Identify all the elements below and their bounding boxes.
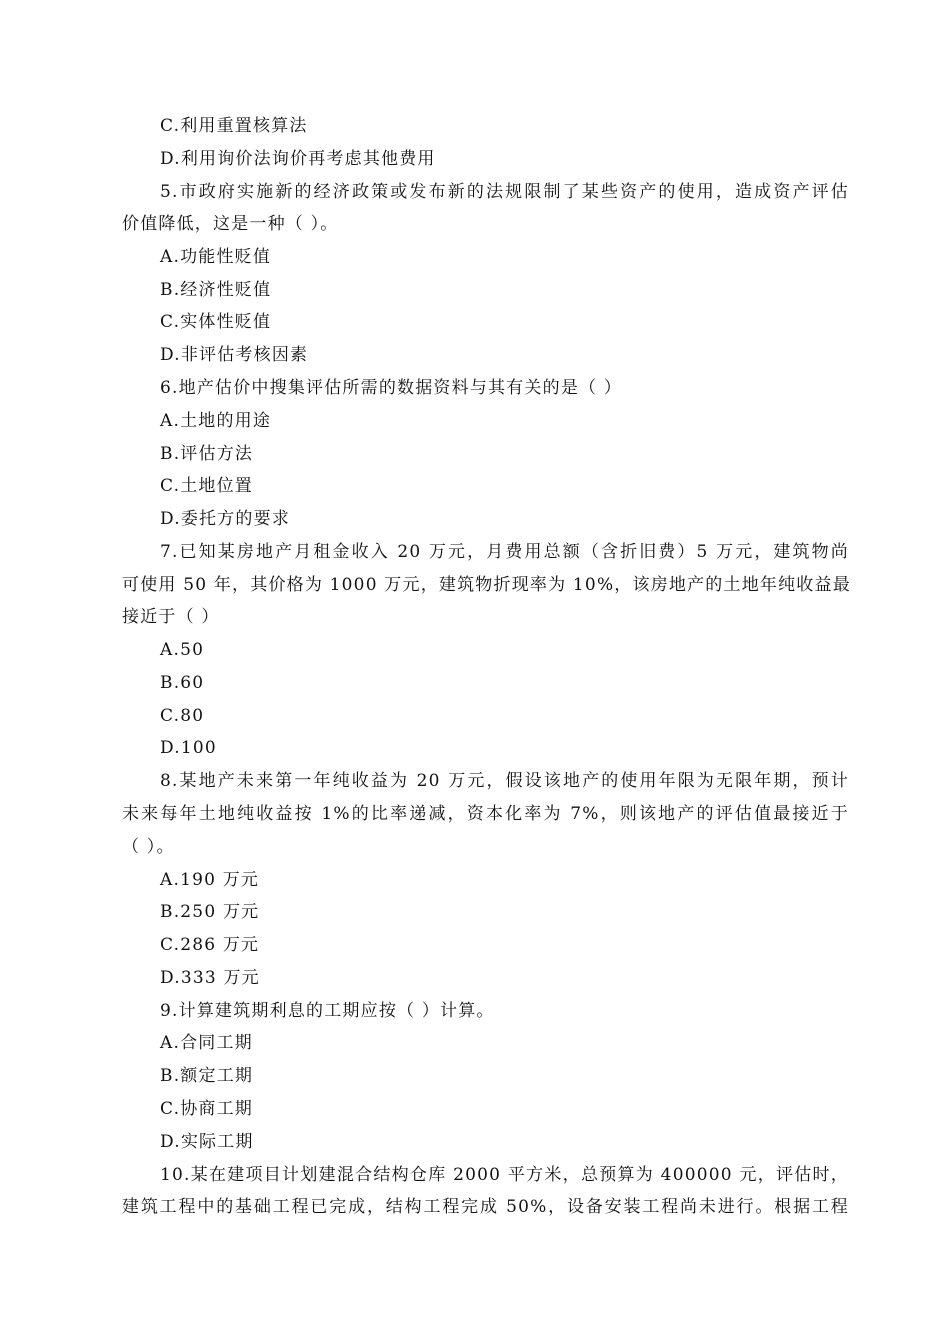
question-8-line-2: 未来每年土地纯收益按 1%的比率递减，资本化率为 7%，则该地产的评估值最接近于	[122, 804, 849, 824]
option-d-q5: D.非评估考核因素	[160, 345, 309, 365]
option-a-q6: A.土地的用途	[160, 411, 272, 431]
option-c-q5: C.实体性贬值	[160, 312, 272, 332]
option-d-q6: D.委托方的要求	[160, 509, 291, 529]
option-b-q7: B.60	[160, 673, 205, 693]
option-c-q7: C.80	[160, 706, 205, 726]
option-c-q6: C.土地位置	[160, 476, 254, 496]
question-8-line-3: （ ）。	[122, 837, 175, 857]
question-7-line-1: 7.已知某房地产月租金收入 20 万元，月费用总额（含折旧费）5 万元，建筑物尚	[160, 542, 849, 562]
option-c-q9: C.协商工期	[160, 1099, 254, 1119]
option-a-q5: A.功能性贬值	[160, 247, 272, 267]
option-b-q5: B.经济性贬值	[160, 280, 272, 300]
option-d-q4: D.利用询价法询价再考虑其他费用	[160, 149, 436, 169]
option-b-q6: B.评估方法	[160, 444, 254, 464]
question-8-line-1: 8.某地产未来第一年纯收益为 20 万元，假设该地产的使用年限为无限年期，预计	[160, 771, 849, 791]
option-d-q8: D.333 万元	[160, 968, 260, 988]
question-7-line-3: 接近于（ ）	[122, 607, 220, 627]
option-c-q8: C.286 万元	[160, 935, 260, 955]
option-b-q8: B.250 万元	[160, 902, 260, 922]
question-10-line-1: 10.某在建项目计划建混合结构仓库 2000 平方米，总预算为 400000 元，评估时，	[160, 1165, 849, 1185]
question-5-line-1: 5.市政府实施新的经济政策或发布新的法规限制了某些资产的使用，造成资产评估	[160, 182, 849, 202]
option-d-q7: D.100	[160, 738, 217, 758]
option-a-q9: A.合同工期	[160, 1033, 253, 1053]
option-c-q4: C.利用重置核算法	[160, 116, 308, 136]
question-9: 9.计算建筑期利息的工期应按（ ）计算。	[160, 1001, 495, 1021]
option-a-q8: A.190 万元	[160, 870, 260, 890]
option-d-q9: D.实际工期	[160, 1132, 254, 1152]
question-6: 6.地产估价中搜集评估所需的数据资料与其有关的是（ ）	[160, 378, 623, 398]
question-10-line-2: 建筑工程中的基础工程已完成，结构工程完成 50%，设备安装工程尚未进行。根据工程	[122, 1197, 849, 1217]
question-5-line-2: 价值降低，这是一种（ ）。	[122, 214, 339, 234]
option-a-q7: A.50	[160, 640, 205, 660]
question-7-line-2: 可使用 50 年，其价格为 1000 万元，建筑物折现率为 10%，该房地产的土地年纯收益最	[122, 575, 851, 595]
option-b-q9: B.额定工期	[160, 1066, 254, 1086]
